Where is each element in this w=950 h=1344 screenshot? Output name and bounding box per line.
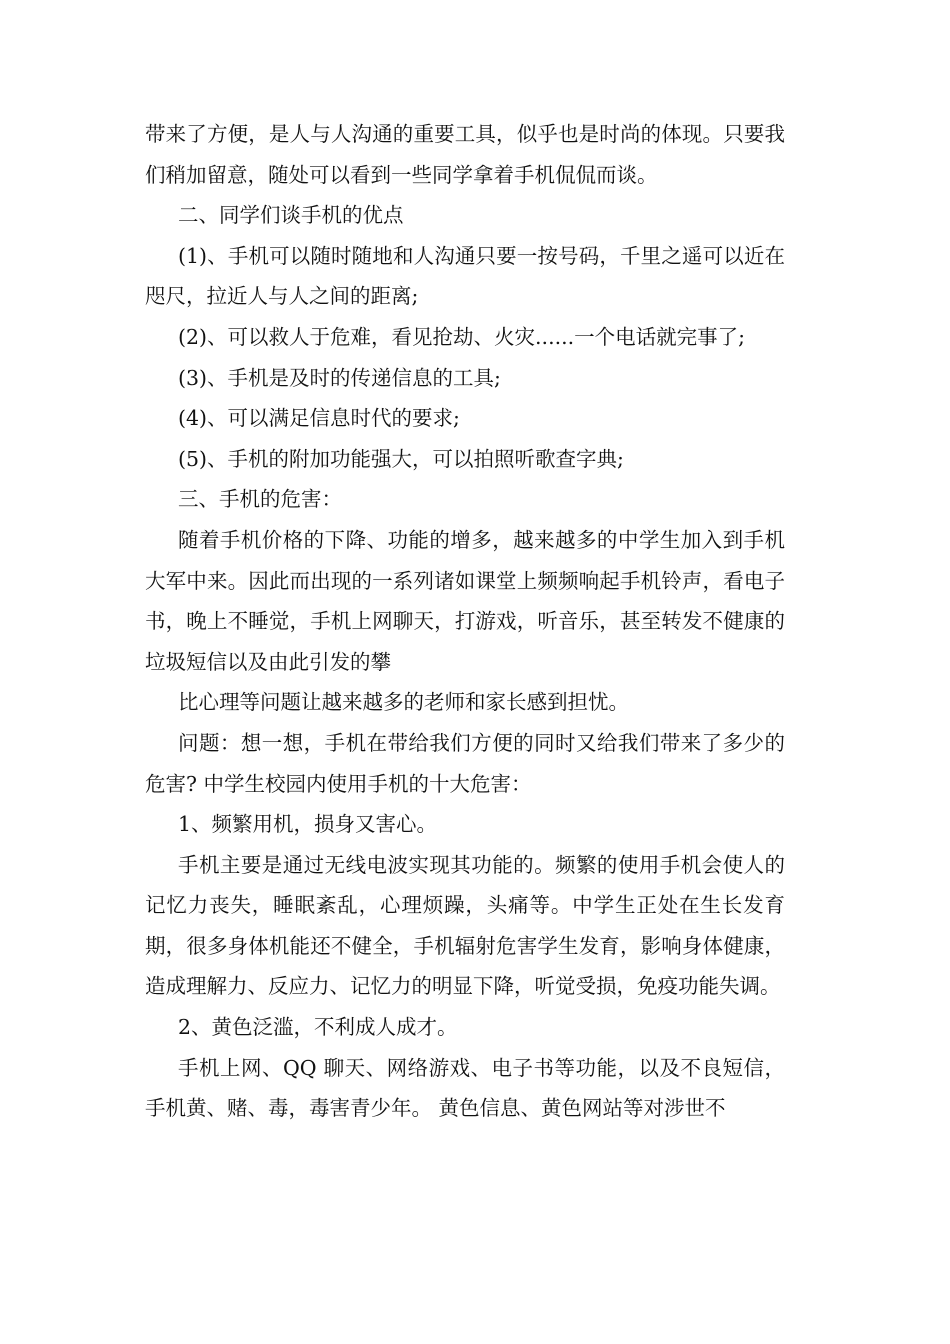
paragraph-harms-concern: 比心理等问题让越来越多的老师和家长感到担忧。 — [178, 690, 629, 715]
paragraph-question: 问题：想一想，手机在带给我们方便的同时又给我们带来了多少的危害? 中学生校园内使用手机的十大危害： — [145, 730, 785, 796]
heading-harm-2: 2、黄色泛滥，不利成人成才。 — [178, 1015, 458, 1040]
list-item-advantage-4: (4)、可以满足信息时代的要求; — [178, 406, 460, 431]
paragraph-harm-2-detail: 手机上网、QQ 聊天、网络游戏、电子书等功能，以及不良短信，手机黄、赌、毒，毒害青少年。 黄色信息、黄色网站等对涉世不 — [145, 1055, 785, 1121]
document-body — [145, 114, 785, 1129]
heading-harm-1: 1、频繁用机，损身又害心。 — [178, 812, 438, 837]
heading-section-three: 三、手机的危害： — [178, 487, 342, 512]
list-item-advantage-5: (5)、手机的附加功能强大，可以拍照听歌查字典; — [178, 446, 624, 471]
paragraph-harms-intro: 随着手机价格的下降、功能的增多，越来越多的中学生加入到手机大军中来。因此而出现的一系列诸如课堂上频频响起手机铃声，看电子书，晚上不睡觉，手机上网聊天，打游戏，听音乐，甚至转发不健康的垃圾短信以及由此引发的攀 — [145, 527, 785, 674]
list-item-advantage-1: (1)、手机可以随时随地和人沟通只要一按号码，千里之遥可以近在咫尺，拉近人与人之间的距离; — [145, 243, 785, 309]
list-item-advantage-2: (2)、可以救人于危难，看见抢劫、火灾......一个电话就完事了; — [178, 324, 746, 349]
paragraph-intro-continued: 带来了方便，是人与人沟通的重要工具，似乎也是时尚的体现。只要我们稍加留意，随处可以看到一些同学拿着手机侃侃而谈。 — [145, 122, 785, 187]
paragraph-harm-1-detail: 手机主要是通过无线电波实现其功能的。频繁的使用手机会使人的记忆力丧失，睡眠紊乱，心理烦躁，头痛等。中学生正处在生长发育期，很多身体机能还不健全，手机辐射危害学生发育，影响身体健康，造成理解力、反应力、记忆力的明显下降，听觉受损，免疫功能失调。 — [145, 852, 785, 999]
heading-section-two: 二、同学们谈手机的优点 — [178, 203, 404, 228]
list-item-advantage-3: (3)、手机是及时的传递信息的工具; — [178, 365, 501, 390]
